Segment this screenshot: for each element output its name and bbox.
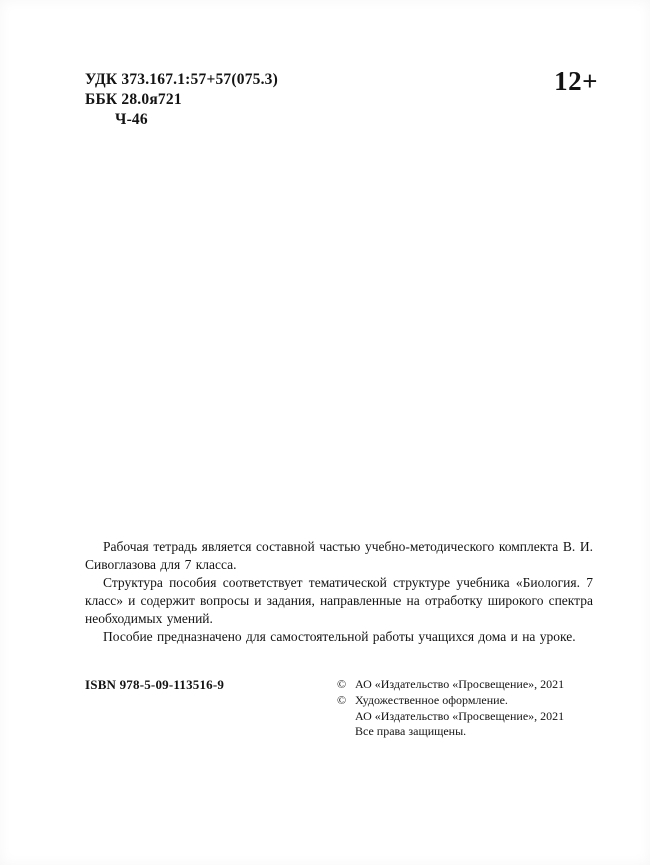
annotation-paragraph: Пособие предназначено для самостоятельной работы учащихся дома и на уроке.	[103, 628, 576, 644]
copyright-symbol: ©	[337, 692, 347, 707]
classification-row	[85, 66, 598, 129]
copyright-symbol: ©	[337, 677, 347, 691]
copyright-text: Художественное оформление.	[355, 692, 508, 707]
bbk-code: ББК 28.0я721	[85, 90, 182, 108]
classification-codes	[85, 70, 278, 129]
copyright-line: Все права защищены.	[355, 724, 467, 739]
copyright-block	[337, 677, 593, 740]
copyright-line: АО «Издательство «Просвещение», 2021	[355, 708, 565, 723]
annotation-paragraph: Структура пособия соответствует тематической структуре учебника «Биология. 7 класс» и содержит вопросы и задания, направленные на отработку широкого спектра необходимых умений.	[85, 574, 593, 626]
copyright-line	[337, 677, 593, 693]
age-rating-badge: 12+	[554, 66, 598, 96]
imprint-bottom-block	[85, 677, 593, 740]
annotation-block	[85, 538, 593, 646]
annotation-paragraph: Рабочая тетрадь является составной частью учебно-методического комплекта В. И. Сивоглазова для 7 класса.	[85, 539, 593, 572]
copyright-text: АО «Издательство «Просвещение», 2021	[355, 677, 565, 691]
isbn-number: ISBN 978-5-09-113516-9	[85, 677, 225, 692]
udk-code: УДК 373.167.1:57+57(075.3)	[85, 71, 278, 88]
copyright-line	[337, 693, 593, 709]
author-sign-code: Ч-46	[115, 110, 148, 128]
